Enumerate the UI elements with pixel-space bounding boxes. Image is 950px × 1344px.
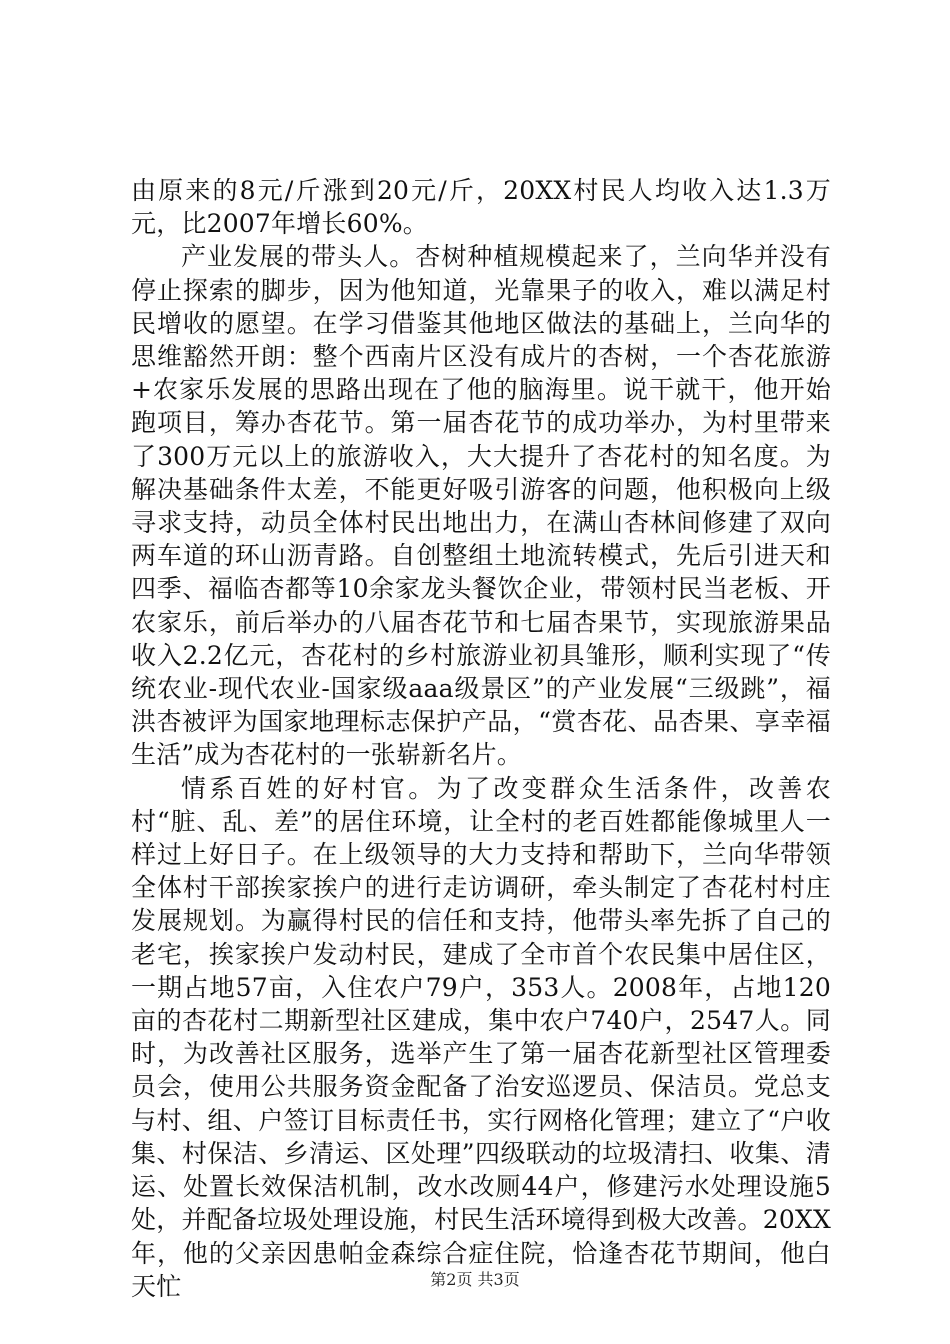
document-body (131, 174, 831, 1303)
page-footer (0, 1270, 950, 1290)
paragraph-village-official: 情系百姓的好村官。为了改变群众生活条件，改善农村“脏、乱、差”的居住环境，让全村的老百姓都能像城里人一样过上好日子。在上级领导的大力支持和帮助下，兰向华带领全体村干部挨家挨户的进行走访调研，牵头制定了杏花村村庄发展规划。为赢得村民的信任和支持，他带头率先拆了自己的老宅，挨家挨户发动村民，建成了全市首个农民集中居住区，一期占地57亩，入住农户79户，353人。2008年，占地120亩的杏花村二期新型社区建成，集中农户740户，2547人。同时，为改善社区服务，选举产生了第一届杏花新型社区管理委员会，使用公共服务资金配备了治安巡逻员、保洁员。党总支与村、组、户签订目标责任书，实行网格化管理；建立了“户收集、村保洁、乡清运、区处理”四级联动的垃圾清扫、收集、清运、处置长效保洁机制，改水改厕44户，修建污水处理设施5处，并配备垃圾处理设施，村民生活环境得到极大改善。20XX年，他的父亲因患帕金森综合症住院，恰逢杏花节期间，他白天忙 (131, 773, 831, 1301)
paragraph-industry-leader: 产业发展的带头人。杏树种植规模起来了，兰向华并没有停止探索的脚步，因为他知道，光靠果子的收入，难以满足村民增收的愿望。在学习借鉴其他地区做法的基础上，兰向华的思维豁然开朗：整个西南片区没有成片的杏树，一个杏花旅游+农家乐发展的思路出现在了他的脑海里。说干就干，他开始跑项目，筹办杏花节。第一届杏花节的成功举办，为村里带来了300万元以上的旅游收入，大大提升了杏花村的知名度。为解决基础条件太差，不能更好吸引游客的问题，他积极向上级寻求支持，动员全体村民出地出力，在满山杏林间修建了双向两车道的环山沥青路。自创整组土地流转模式，先后引进天和四季、福临杏都等10余家龙头餐饮企业，带领村民当老板、开农家乐，前后举办的八届杏花节和七届杏果节，实现旅游果品收入2.2亿元，杏花村的乡村旅游业初具雏形，顺利实现了“传统农业-现代农业-国家级aaa级景区”的产业发展“三级跳”，福洪杏被评为国家地理标志保护产品，“赏杏花、品杏果、享幸福生活”成为杏花村的一张崭新名片。 (131, 242, 831, 770)
page-number: 第2页 共3页 (430, 1270, 520, 1289)
paragraph-continuation: 由原来的8元/斤涨到20元/斤，20XX村民人均收入达1.3万元，比2007年增长60%。 (131, 176, 831, 239)
